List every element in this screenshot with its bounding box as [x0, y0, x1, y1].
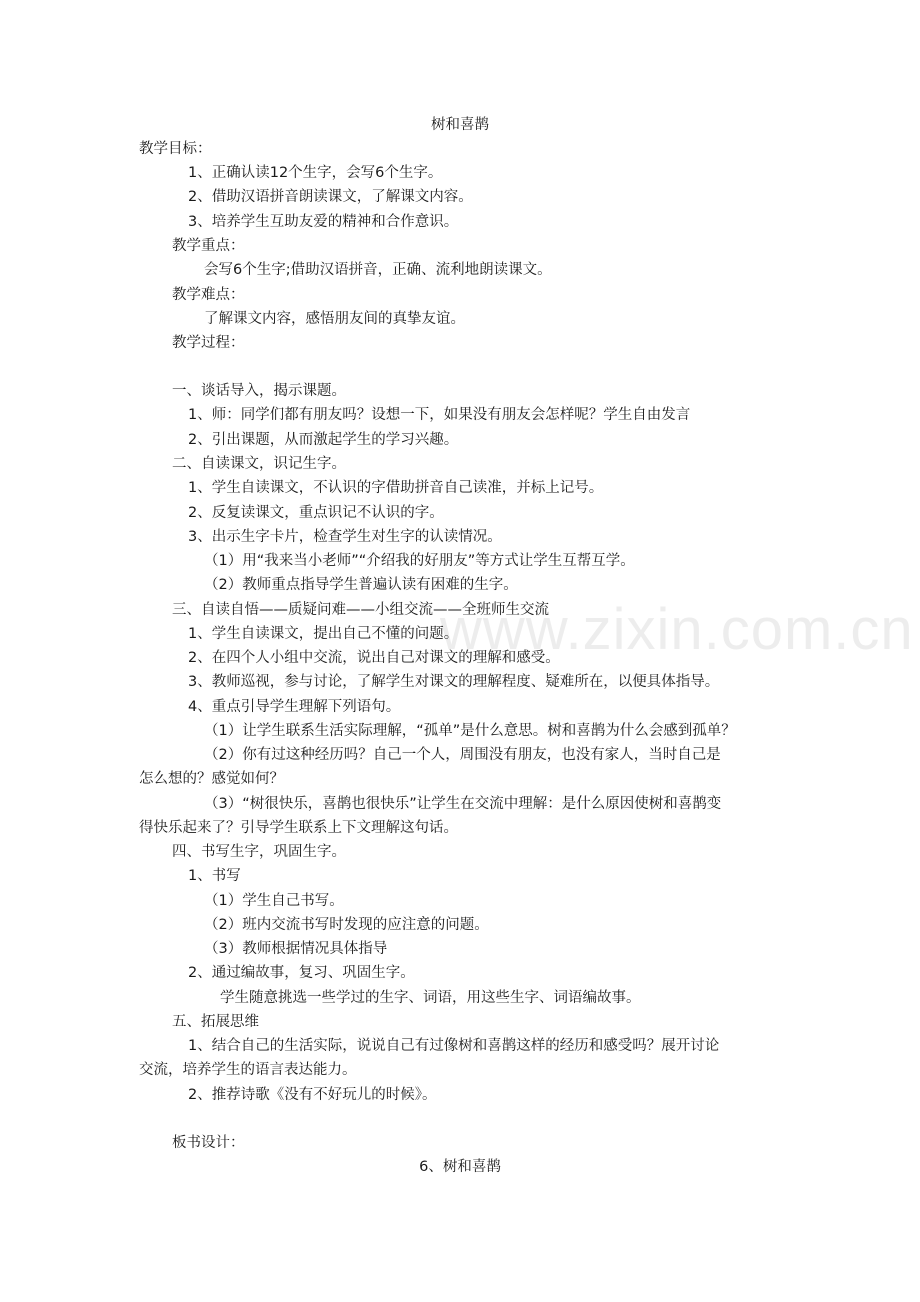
- goals-heading: 教学目标：: [139, 141, 212, 157]
- process-heading: 教学过程：: [172, 335, 245, 351]
- section-item: 1、结合自己的生活实际，说说自己有过像树和喜鹊这样的经历和感受吗？展开讨论: [188, 1038, 720, 1054]
- section-subitem: （2）你有过这种经历吗？自己一个人，周围没有朋友，也没有家人，当时自己是: [204, 747, 721, 763]
- section-subitem: （2）教师重点指导学生普遍认读有困难的生字。: [204, 577, 518, 593]
- section-item: 2、反复读课文，重点识记不认识的字。: [188, 505, 444, 521]
- section-subitem-continued: 得快乐起来了？引导学生联系上下文理解这句话。: [139, 820, 458, 836]
- goal-item: 3、培养学生互助友爱的精神和合作意识。: [188, 214, 459, 230]
- section-item: 2、引出课题，从而激起学生的学习兴趣。: [188, 432, 459, 448]
- section-item-continued: 交流，培养学生的语言表达能力。: [139, 1062, 357, 1078]
- section-item: 1、师：同学们都有朋友吗？设想一下，如果没有朋友会怎样呢？学生自由发言: [188, 407, 691, 423]
- goal-item: 2、借助汉语拼音朗读课文，了解课文内容。: [188, 189, 473, 205]
- section-heading: 二、自读课文，识记生字。: [172, 456, 346, 472]
- section-heading: 三、自读自悟——质疑问难——小组交流——全班师生交流: [172, 602, 549, 618]
- section-item: 4、重点引导学生理解下列语句。: [188, 699, 401, 715]
- section-item: 2、通过编故事，复习、巩固生字。: [188, 965, 415, 981]
- section-item: 1、书写: [188, 868, 241, 884]
- board-design-heading: 板书设计：: [172, 1135, 245, 1151]
- section-subitem: （3）教师根据情况具体指导: [204, 941, 388, 957]
- board-design-title: 6、树和喜鹊: [419, 1159, 501, 1175]
- section-item: 1、学生自读课文，不认识的字借助拼音自己读准，并标上记号。: [188, 480, 604, 496]
- section-item: 3、教师巡视，参与讨论，了解学生对课文的理解程度、疑难所在，以便具体指导。: [188, 674, 720, 690]
- section-item: 2、在四个人小组中交流，说出自己对课文的理解和感受。: [188, 650, 560, 666]
- section-heading: 一、谈话导入，揭示课题。: [172, 383, 346, 399]
- goal-item: 1、正确认读12个生字，会写6个生字。: [188, 165, 443, 181]
- section-subitem: （1）学生自己书写。: [204, 893, 344, 909]
- section-item-text: 学生随意挑选一些学过的生字、词语，用这些生字、词语编故事。: [220, 990, 641, 1006]
- key-points-text: 会写6个生字;借助汉语拼音，正确、流利地朗读课文。: [204, 262, 552, 278]
- watermark: www.zixin.com.cn: [440, 597, 914, 662]
- section-item: 2、推荐诗歌《没有不好玩儿的时候》。: [188, 1087, 437, 1103]
- section-subitem-continued: 怎么想的？感觉如何？: [139, 771, 284, 787]
- section-item: 1、学生自读课文，提出自己不懂的问题。: [188, 626, 459, 642]
- section-heading: 四、书写生字，巩固生字。: [172, 844, 346, 860]
- section-item: 3、出示生字卡片，检查学生对生字的认读情况。: [188, 529, 502, 545]
- document-title: 树和喜鹊: [431, 117, 489, 133]
- difficulties-text: 了解课文内容，感悟朋友间的真挚友谊。: [204, 311, 465, 327]
- section-heading: 五、拓展思维: [172, 1014, 259, 1030]
- section-subitem: （1）用“我来当小老师”“介绍我的好朋友”等方式让学生互帮互学。: [204, 553, 635, 569]
- section-subitem: （1）让学生联系生活实际理解，“孤单”是什么意思。树和喜鹊为什么会感到孤单？: [204, 723, 736, 739]
- section-subitem: （2）班内交流书写时发现的应注意的问题。: [204, 917, 489, 933]
- difficulties-heading: 教学难点：: [172, 287, 245, 303]
- key-points-heading: 教学重点：: [172, 238, 245, 254]
- section-subitem: （3）“树很快乐，喜鹊也很快乐”让学生在交流中理解：是什么原因使树和喜鹊变: [204, 796, 722, 812]
